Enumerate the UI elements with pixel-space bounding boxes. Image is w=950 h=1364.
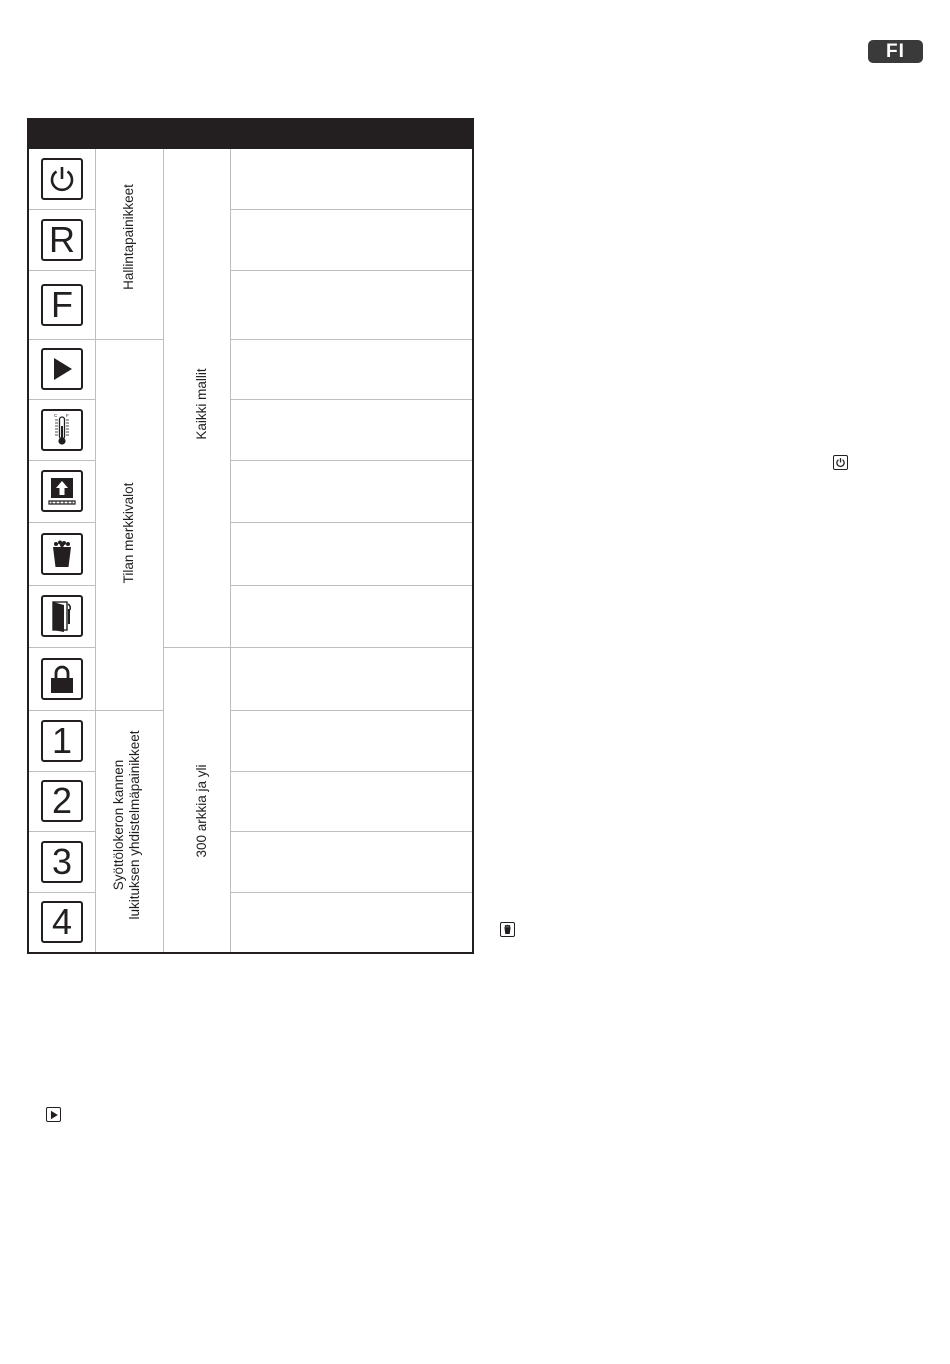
thermometer-icon [41, 409, 83, 451]
row-divider [230, 647, 472, 648]
row-divider [230, 270, 472, 271]
number-1-icon: 1 [41, 720, 83, 762]
power-icon [41, 158, 83, 200]
control-panel-table [27, 149, 474, 954]
model-label-300: 300 arkkia ja yli [194, 764, 209, 858]
table-row [29, 522, 95, 585]
waste-bin-icon [41, 533, 83, 575]
table-row [29, 831, 95, 892]
table-row [29, 710, 95, 771]
row-divider [230, 892, 472, 893]
svg-text:F: F [66, 412, 69, 418]
group-label-lock-buttons [111, 730, 143, 919]
table-row [29, 771, 95, 831]
table-row [29, 209, 95, 270]
lock-icon [41, 658, 83, 700]
power-icon [833, 455, 848, 470]
table-row [29, 585, 95, 647]
play-icon [46, 1107, 61, 1122]
waste-bin-icon [500, 922, 515, 937]
group-divider [95, 710, 163, 711]
model-divider [163, 647, 230, 648]
number-2-icon: 2 [41, 780, 83, 822]
table-row [29, 149, 95, 209]
table-row [29, 339, 95, 399]
row-divider [230, 710, 472, 711]
table-row [29, 460, 95, 522]
row-divider [230, 209, 472, 210]
row-divider [230, 585, 472, 586]
door-open-icon [41, 595, 83, 637]
group-divider [95, 339, 163, 340]
letter-f-icon: F [41, 284, 83, 326]
row-divider [230, 771, 472, 772]
language-badge: FI [868, 40, 923, 63]
table-row [29, 892, 95, 952]
group-label-lock-line1: Syöttölokeron kannen [111, 759, 126, 891]
row-divider [230, 339, 472, 340]
group-label-status-lights: Tilan merkkivalot [121, 482, 136, 584]
group-label-lock-line2: lukituksen yhdistelmäpainikkeet [127, 730, 142, 920]
model-label-all: Kaikki mallit [194, 368, 209, 440]
row-divider [230, 460, 472, 461]
row-divider [230, 831, 472, 832]
table-row [29, 647, 95, 710]
table-row [29, 399, 95, 460]
svg-text:C: C [54, 412, 58, 418]
bin-full-icon [41, 470, 83, 512]
column-divider [163, 149, 164, 952]
row-divider [230, 399, 472, 400]
row-divider [230, 522, 472, 523]
group-label-control-buttons: Hallintapainikkeet [121, 184, 136, 290]
number-4-icon: 4 [41, 901, 83, 943]
play-icon [41, 348, 83, 390]
column-divider [95, 149, 96, 952]
table-header-bar [27, 118, 474, 149]
table-row [29, 270, 95, 339]
number-3-icon: 3 [41, 841, 83, 883]
letter-r-icon: R [41, 219, 83, 261]
